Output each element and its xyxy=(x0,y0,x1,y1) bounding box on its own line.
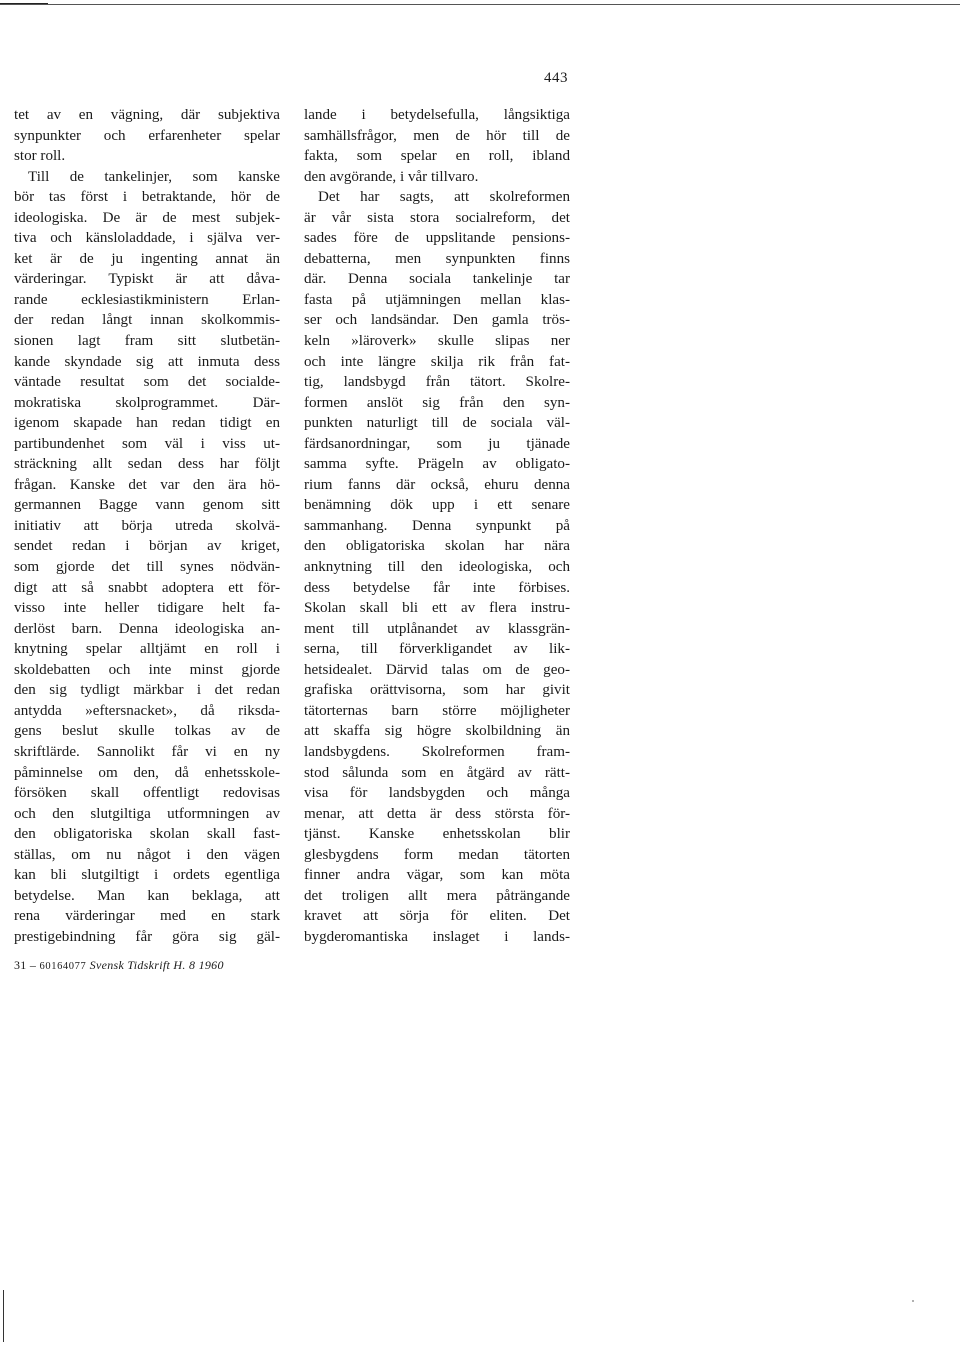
scan-edge-rule xyxy=(0,4,960,5)
text-line: serna, till förverkligandet av lik- xyxy=(304,641,570,658)
text-line: är vår sista stora socialreform, det xyxy=(304,209,570,226)
text-line: finner andra vägar, som kan möta xyxy=(304,867,570,884)
text-line: fasta på utjämningen mellan klas- xyxy=(304,291,570,308)
text-line: tig, landsbygd från tätort. Skolre- xyxy=(304,374,570,391)
page-footer xyxy=(14,958,224,973)
text-line: samhällsfrågor, men de hör till de xyxy=(304,127,570,144)
text-line: bör tas först i betraktande, hör de xyxy=(14,189,280,206)
text-line: kande skyndade sig att inmuta dess xyxy=(14,353,280,370)
text-line: den sig tydligt märkbar i det redan xyxy=(14,682,280,699)
text-line: som gjorde det till synes nödvän- xyxy=(14,559,280,576)
text-line: visso inte heller tidigare helt fa- xyxy=(14,600,280,617)
scan-speck xyxy=(912,1300,914,1302)
text-line: menar, att detta är dess största för- xyxy=(304,805,570,822)
text-line: det troligen allt mera påträngande xyxy=(304,887,570,904)
text-line: gens beslut skulle tolkas av de xyxy=(14,723,280,740)
text-line: kravet att sörja för eliten. Det xyxy=(304,908,570,925)
text-line: sendet redan i början av kriget, xyxy=(14,538,280,555)
text-line: anknytning till den ideologiska, och xyxy=(304,559,570,576)
text-line: antydda »eftersnacket», då riksda- xyxy=(14,702,280,719)
text-line: den avgörande, i vår tillvaro. xyxy=(304,168,479,185)
text-line: stod sålunda som en åtgärd av rätt- xyxy=(304,764,570,781)
text-line: knytning spelar alltjämt en roll i xyxy=(14,641,280,658)
text-line: rium fanns där också, ehuru denna xyxy=(304,476,570,493)
text-line: fakta, som spelar en roll, ibland xyxy=(304,148,570,165)
text-line: tätorternas barn större möjligheter xyxy=(304,702,570,719)
text-line: sammanhang. Denna synpunkt på xyxy=(304,517,570,534)
text-line: rena värderingar med en stark xyxy=(14,908,280,925)
text-line: där. Denna sociala tankelinje tar xyxy=(304,271,570,288)
text-line: digt att så snabbt adoptera ett för- xyxy=(14,579,280,596)
text-line: visa för landsbygden och många xyxy=(304,785,570,802)
footer-print-code: 60164077 xyxy=(39,961,87,972)
text-line: punkten naturligt till de sociala väl- xyxy=(304,415,570,432)
text-line: benämning dök upp i ett senare xyxy=(304,497,570,514)
text-line: rande ecklesiastikministern Erlan- xyxy=(14,291,280,308)
text-line: germannen Bagge vann genom sitt xyxy=(14,497,280,514)
text-line: att skaffa sig högre skolbildning än xyxy=(304,723,570,740)
text-line: Det har sagts, att skolreformen xyxy=(318,189,570,206)
text-line: och inte längre skilja rik från fat- xyxy=(304,353,570,370)
text-line: kan bli slutgiltigt i ordets egentliga xyxy=(14,867,280,884)
text-line: grafiska orättvisorna, som har givit xyxy=(304,682,570,699)
text-line: synpunkter och erfarenheter spelar xyxy=(14,127,280,144)
text-line: ideologiska. De är de mest subjek- xyxy=(14,209,280,226)
text-line: och den slutgiltiga utformningen av xyxy=(14,805,280,822)
page-number: 443 xyxy=(544,70,568,86)
text-line: skoldebatten och inte minst gjorde xyxy=(14,661,280,678)
text-line: tet av en vägning, där subjektiva xyxy=(14,107,280,123)
text-line: den obligatoriska skolan har nära xyxy=(304,538,570,555)
text-line: partibundenhet som väl i viss ut- xyxy=(14,435,280,452)
text-line: tjänst. Kanske enhetsskolan blir xyxy=(304,826,570,843)
scan-margin-mark xyxy=(3,1290,4,1342)
text-line: ket är de ju ingenting annat än xyxy=(14,250,280,267)
text-line: samma syfte. Prägeln av obligato- xyxy=(304,456,570,473)
text-line: frågan. Kanske det var den ära hö- xyxy=(14,476,280,493)
text-line: skriftlärde. Sannolikt får vi en ny xyxy=(14,743,280,760)
text-line: keln »läroverk» skulle slipas ner xyxy=(304,333,570,350)
text-line: bygderomantiska inslaget i lands- xyxy=(304,928,570,945)
text-line: formen anslöt sig från den syn- xyxy=(304,394,570,411)
text-line: stor roll. xyxy=(14,148,66,165)
text-line: den obligatoriska skolan skall fast- xyxy=(14,826,280,843)
text-line: debatterna, men synpunkten finns xyxy=(304,250,570,267)
text-line: sades före de uppslitande pensions- xyxy=(304,230,570,247)
text-line: färdsanordningar, som ju tjänade xyxy=(304,435,570,452)
text-line: initiativ att börja utreda skolvä- xyxy=(14,517,280,534)
text-line: igenom skapade han redan tidigt en xyxy=(14,415,280,432)
text-line: försöken skall offentligt redovisas xyxy=(14,785,280,802)
text-line: ser och landsändar. Den gamla trös- xyxy=(304,312,570,329)
text-line: sträckning allt sedan dess har följt xyxy=(14,456,280,473)
text-line: betydelse. Man kan beklaga, att xyxy=(14,887,280,904)
text-line: prestigebindning får göra sig gäl- xyxy=(14,928,280,945)
text-line: väntade resultat som det socialde- xyxy=(14,374,280,391)
text-line: landsbygdens. Skolreformen fram- xyxy=(304,743,570,760)
text-line: ment till utplånandet av klassgrän- xyxy=(304,620,570,637)
text-line: lande i betydelsefulla, långsiktiga xyxy=(304,107,570,123)
text-line: hetsidealet. Därvid talas om de geo- xyxy=(304,661,570,678)
text-line: sionen lagt fram sitt slutbetän- xyxy=(14,333,280,350)
text-line: derlöst barn. Denna ideologiska an- xyxy=(14,620,280,637)
text-line: värderingar. Typiskt är att dåva- xyxy=(14,271,280,288)
right-text-column xyxy=(304,105,570,947)
left-text-column xyxy=(14,105,280,947)
text-line: dess betydelse får inte förbises. xyxy=(304,579,570,596)
text-line: påminnelse om den, då enhetsskole- xyxy=(14,764,280,781)
text-line: der redan långt innan skolkommis- xyxy=(14,312,280,329)
text-line: ställas, om nu något i den vägen xyxy=(14,846,280,863)
text-line: mokratiska skolprogrammet. Där- xyxy=(14,394,280,411)
footer-signature: 31 – xyxy=(14,958,37,972)
text-line: Till de tankelinjer, som kanske xyxy=(28,168,280,185)
text-line: tiva och känsloladdade, i själva ver- xyxy=(14,230,280,247)
text-line: glesbygdens form medan tätorten xyxy=(304,846,570,863)
footer-journal: Svensk Tidskrift H. 8 1960 xyxy=(89,958,224,972)
text-line: Skolan skall bli ett av flera instru- xyxy=(304,600,570,617)
